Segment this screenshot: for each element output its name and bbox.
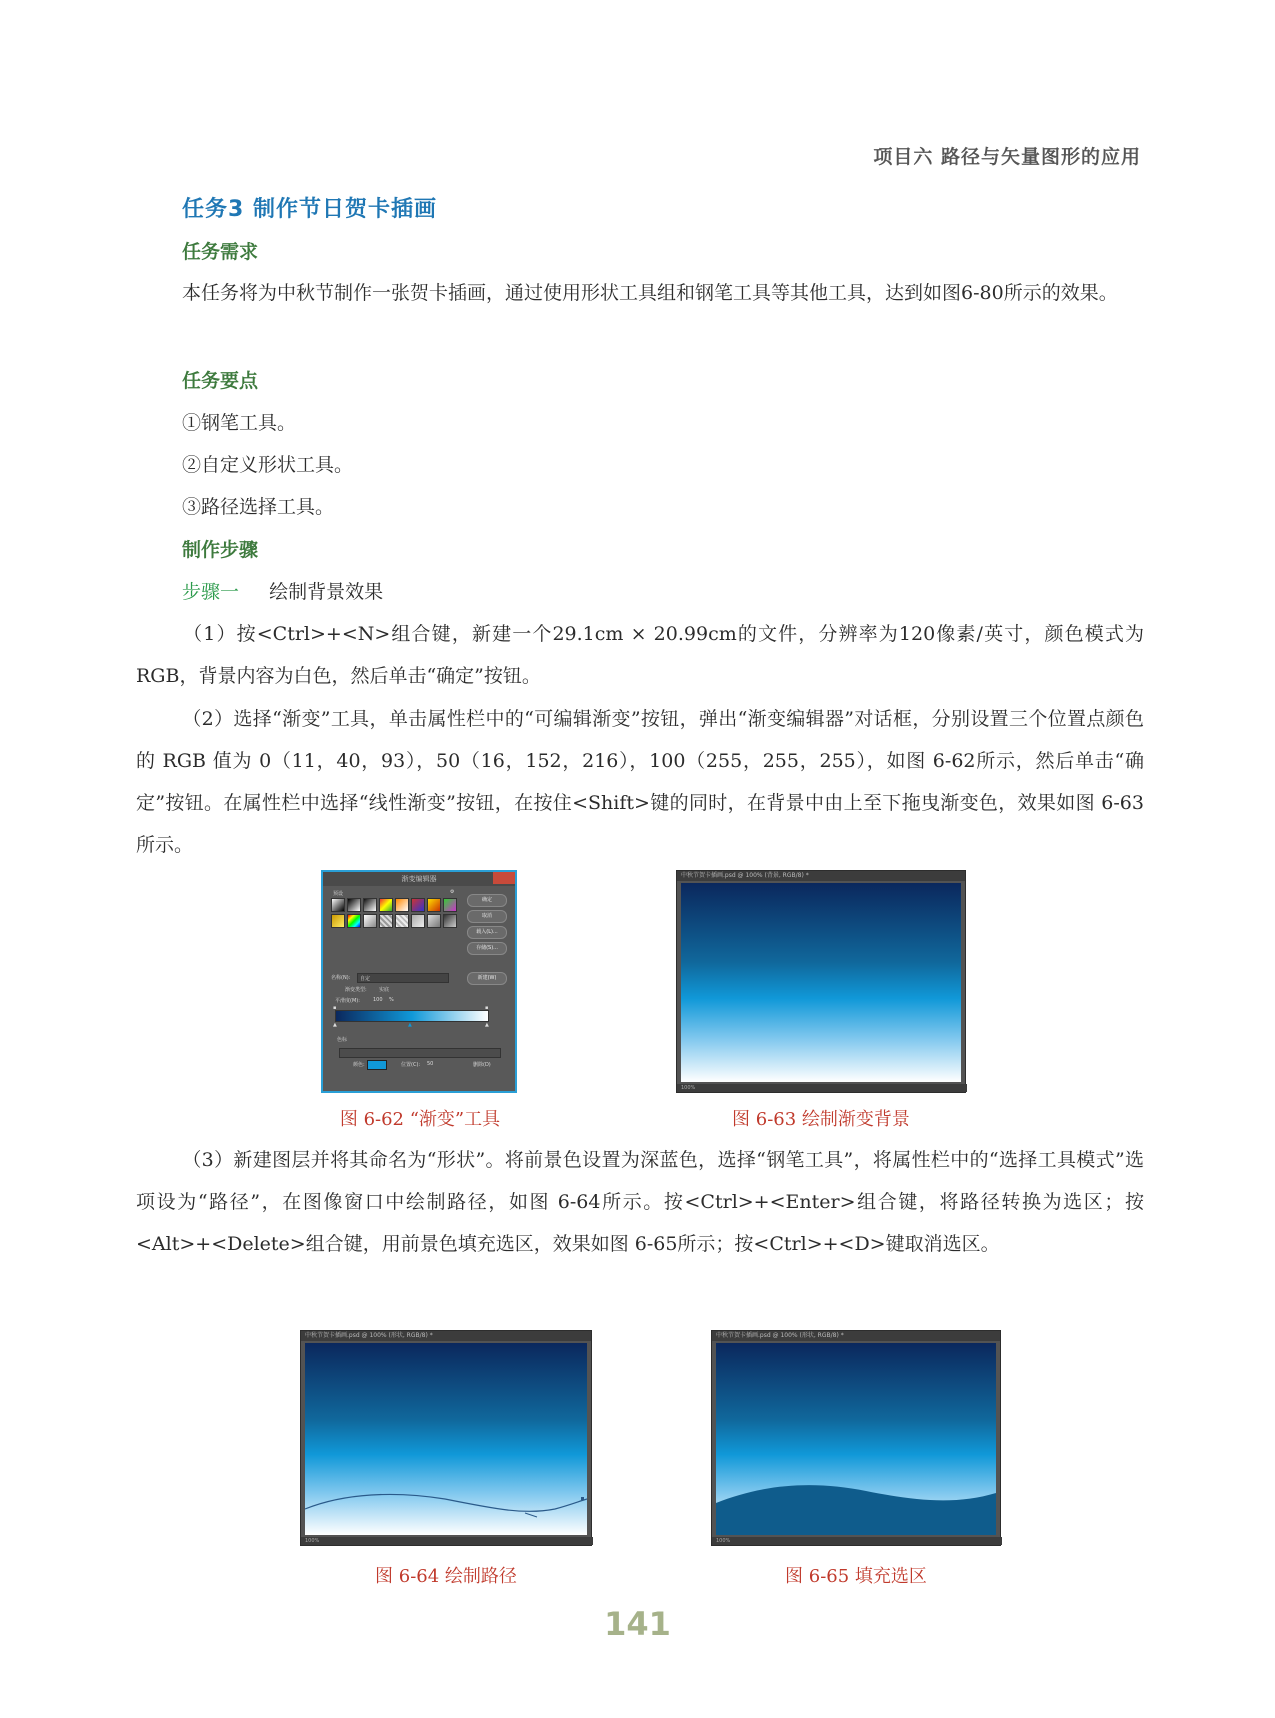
point-item: ①钢笔工具。 <box>182 412 297 434</box>
gradient-editor-dialog <box>321 870 517 1093</box>
section-steps-title: 制作步骤 <box>182 539 259 561</box>
section-points-title: 任务要点 <box>182 370 259 392</box>
task-title: 任务3 制作节日贺卡插画 <box>182 197 437 222</box>
zoom-readout: 100% <box>681 1085 696 1091</box>
opacity-row <box>339 1048 501 1058</box>
figure-6-63-caption: 图 6-63 绘制渐变背景 <box>732 1109 910 1130</box>
preset-swatch[interactable] <box>363 914 377 928</box>
location-value[interactable]: 50 <box>427 1061 434 1067</box>
preset-swatch[interactable] <box>395 898 409 912</box>
preset-swatch[interactable] <box>427 914 441 928</box>
dialog-title: 渐变编辑器 <box>401 875 437 883</box>
need-text: 本任务将为中秋节制作一张贺卡插画，通过使用形状工具组和钢笔工具等其他工具，达到如图6-80所示的效果。 <box>182 282 1118 304</box>
status-bar <box>301 1537 593 1545</box>
preset-swatch[interactable] <box>395 914 409 928</box>
presets-label: 预设 <box>333 891 344 897</box>
gradient-type-value[interactable]: 实底 <box>379 987 390 993</box>
smoothness-value[interactable]: 100 <box>373 997 383 1003</box>
preset-swatch[interactable] <box>411 898 425 912</box>
zoom-readout: 100% <box>305 1538 320 1544</box>
gradient-bar[interactable] <box>335 1010 489 1022</box>
zoom-readout: 100% <box>716 1538 731 1544</box>
step-title: 绘制背景效果 <box>269 581 384 603</box>
section-need-title: 任务需求 <box>182 241 259 263</box>
step-label: 步骤一 <box>182 581 240 603</box>
figure-6-65-caption: 图 6-65 填充选区 <box>785 1566 927 1587</box>
point-item: ②自定义形状工具。 <box>182 454 354 476</box>
new-button[interactable]: 新建(W) <box>467 972 507 985</box>
gradient-type-label: 渐变类型: <box>345 987 367 993</box>
paragraph-1 <box>136 613 1144 697</box>
window-titlebar: 中秋节贺卡插画.psd @ 100% (形状, RGB/8) * <box>301 1331 591 1341</box>
path-canvas[interactable] <box>305 1343 587 1535</box>
smoothness-label: 平滑度(M): <box>335 998 360 1004</box>
filled-canvas[interactable] <box>716 1343 996 1535</box>
color-label: 颜色: <box>353 1062 365 1068</box>
preset-swatch[interactable] <box>379 914 393 928</box>
name-value: 自定 <box>360 976 371 982</box>
color-stop-100[interactable]: ▲ <box>485 1022 489 1028</box>
paragraph-1-text: （1）按<Ctrl>+<N>组合键，新建一个29.1cm × 20.99cm的文件，分辨率为120像素/英寸，颜色模式为RGB，背景内容为白色，然后单击“确定”按钮。 <box>136 623 1144 687</box>
preset-swatch[interactable] <box>411 914 425 928</box>
preset-swatch[interactable] <box>347 914 361 928</box>
preset-swatch[interactable] <box>347 898 361 912</box>
color-swatch[interactable] <box>367 1060 387 1070</box>
percent-sign: % <box>389 997 394 1003</box>
cancel-button[interactable]: 取消 <box>467 910 507 923</box>
status-bar <box>712 1537 1002 1545</box>
name-field[interactable] <box>357 973 449 983</box>
paragraph-3-text: （3）新建图层并将其命名为“形状”。将前景色设置为深蓝色，选择“钢笔工具”，将属性栏中的“选择工具模式”选项设为“路径”，在图像窗口中绘制路径，如图 6-64所示。按<Ctrl>+<Enter>组合键，将路径转换为选区；按<Alt>+<Delete>组合键，用前景色填充选区，效果如图 6-65所示；按<Ctrl>+<D>键取消选区。 <box>136 1149 1144 1255</box>
page-number: 141 <box>604 1605 671 1643</box>
filled-hill-shape <box>716 1343 996 1535</box>
close-icon[interactable] <box>493 872 515 884</box>
preset-swatch[interactable] <box>331 898 345 912</box>
paragraph-2 <box>136 698 1144 866</box>
preset-swatch[interactable] <box>379 898 393 912</box>
drawn-path <box>305 1343 587 1535</box>
opacity-stop-right[interactable]: ▪ <box>485 1005 489 1011</box>
opacity-stop-left[interactable]: ▪ <box>333 1005 337 1011</box>
figure-6-62-caption: 图 6-62 “渐变”工具 <box>339 1109 501 1130</box>
figure-6-64-caption: 图 6-64 绘制路径 <box>375 1566 517 1587</box>
preset-swatch[interactable] <box>443 914 457 928</box>
window-titlebar: 中秋节贺卡插画.psd @ 100% (背景, RGB/8) * <box>677 871 965 881</box>
gear-icon[interactable]: ⚙ <box>450 889 455 895</box>
save-button[interactable]: 存储(S)... <box>467 942 507 955</box>
need-paragraph <box>136 272 1144 314</box>
gradient-canvas[interactable] <box>681 883 961 1082</box>
preset-swatch[interactable] <box>443 898 457 912</box>
paragraph-2-text: （2）选择“渐变”工具，单击属性栏中的“可编辑渐变”按钮，弹出“渐变编辑器”对话框，分别设置三个位置点颜色的 RGB 值为 0（11，40，93），50（16，152，216），100（255，255，255），如图 6-62所示，然后单击“确定”按钮。在属性栏中选择“线性渐变”按钮，在按住<Shift>键的同时，在背景中由上至下拖曳渐变色，效果如图 6-63所示。 <box>136 708 1144 856</box>
ps-window-6-65 <box>711 1330 1001 1546</box>
running-header: 项目六 路径与矢量图形的应用 <box>873 146 1141 168</box>
ok-button[interactable]: 确定 <box>467 894 507 907</box>
preset-swatch[interactable] <box>427 898 441 912</box>
ps-window-6-63 <box>676 870 966 1093</box>
color-stop-50[interactable]: ▲ <box>408 1022 412 1028</box>
point-item: ③路径选择工具。 <box>182 496 335 518</box>
stops-label: 色标 <box>337 1037 348 1043</box>
color-stop-0[interactable]: ▲ <box>333 1022 337 1028</box>
location-label: 位置(C): <box>401 1062 421 1068</box>
delete-button[interactable]: 删除(D) <box>473 1062 491 1068</box>
load-button[interactable]: 载入(L)... <box>467 926 507 939</box>
preset-swatch[interactable] <box>331 914 345 928</box>
ps-window-6-64 <box>300 1330 592 1546</box>
preset-swatches <box>331 898 455 944</box>
preset-swatch[interactable] <box>363 898 377 912</box>
window-titlebar: 中秋节贺卡插画.psd @ 100% (形状, RGB/8) * <box>712 1331 1000 1341</box>
paragraph-3 <box>136 1139 1144 1265</box>
dialog-titlebar <box>323 872 515 886</box>
status-bar <box>677 1084 967 1092</box>
step-heading <box>182 577 383 604</box>
name-label: 名称(N): <box>331 975 351 981</box>
